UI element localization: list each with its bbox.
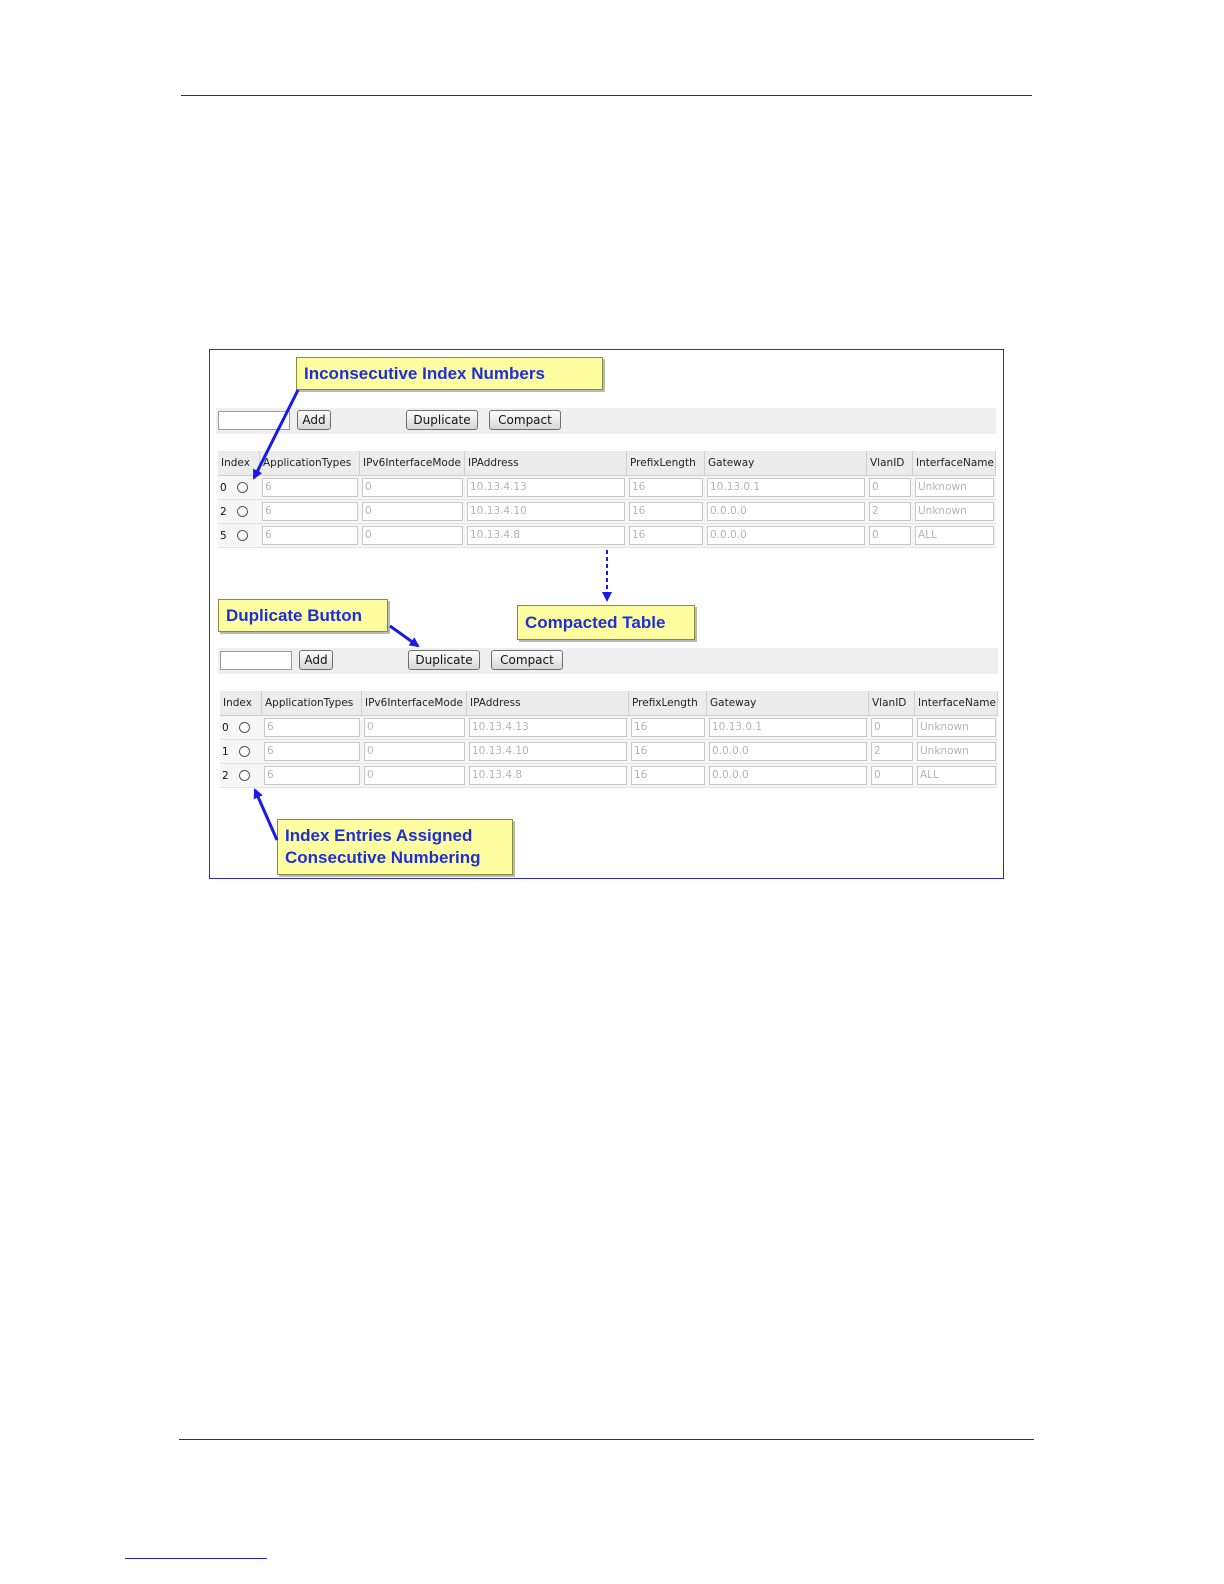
vlan-id-field[interactable]: 2 [869,502,911,521]
duplicate-button-top[interactable]: Duplicate [406,410,478,430]
arrow-to-index-column [254,390,298,478]
callout-line-1: Index Entries Assigned [285,826,473,845]
col-gateway: Gateway [705,451,867,476]
add-button-top[interactable]: Add [297,410,331,430]
compact-button-top[interactable]: Compact [489,410,561,430]
vlan-id-field[interactable]: 0 [871,718,913,737]
callout-compacted-table: Compacted Table [517,605,695,640]
gateway-field[interactable]: 0.0.0.0 [709,766,867,785]
prefix-length-field[interactable]: 16 [629,526,703,545]
ip-address-field[interactable]: 10.13.4.10 [467,502,625,521]
ip-address-field[interactable]: 10.13.4.8 [469,766,627,785]
arrow-to-duplicate-button [390,626,418,646]
ipv6-mode-field[interactable]: 0 [364,766,465,785]
arrow-to-compacted-index [255,790,277,840]
ipv6-mode-field[interactable]: 0 [362,502,463,521]
ipv6-mode-field[interactable]: 0 [364,742,465,761]
col-gateway: Gateway [707,691,869,716]
add-button-bottom[interactable]: Add [299,650,333,670]
interface-name-field[interactable]: Unknown [917,718,996,737]
footnote-rule [125,1558,267,1559]
interface-name-field[interactable]: Unknown [915,478,994,497]
compact-button-bottom[interactable]: Compact [491,650,563,670]
application-types-field[interactable]: 6 [264,766,360,785]
ip-address-field[interactable]: 10.13.4.8 [467,526,625,545]
application-types-field[interactable]: 6 [262,526,358,545]
vlan-id-field[interactable]: 0 [869,526,911,545]
callout-duplicate-button: Duplicate Button [218,599,388,632]
prefix-length-field[interactable]: 16 [631,742,705,761]
ipv6-mode-field[interactable]: 0 [364,718,465,737]
col-ip-address: IPAddress [467,691,629,716]
interface-name-field[interactable]: Unknown [917,742,996,761]
col-interface-name: InterfaceName [913,451,996,476]
screenshot-figure [209,349,1004,879]
row-index: 2 [220,505,227,518]
col-interface-name: InterfaceName [915,691,998,716]
ip-address-field[interactable]: 10.13.4.13 [469,718,627,737]
row-index: 1 [222,745,229,758]
col-index: Index [218,451,260,476]
ipv6-mode-field[interactable]: 0 [362,526,463,545]
gateway-field[interactable]: 0.0.0.0 [707,526,865,545]
vlan-id-field[interactable]: 0 [871,766,913,785]
gateway-field[interactable]: 10.13.0.1 [707,478,865,497]
callout-inconsecutive-index: Inconsecutive Index Numbers [296,357,603,390]
prefix-length-field[interactable]: 16 [629,478,703,497]
gateway-field[interactable]: 0.0.0.0 [709,742,867,761]
application-types-field[interactable]: 6 [264,718,360,737]
duplicate-button-bottom[interactable]: Duplicate [408,650,480,670]
application-types-field[interactable]: 6 [264,742,360,761]
col-vlan-id: VlanID [867,451,913,476]
annotation-arrows [210,350,1005,880]
interface-name-field[interactable]: ALL [915,526,994,545]
gateway-field[interactable]: 10.13.0.1 [709,718,867,737]
row-index: 5 [220,529,227,542]
callout-line-2: Consecutive Numbering [285,848,481,867]
application-types-field[interactable]: 6 [262,502,358,521]
col-application-types: ApplicationTypes [262,691,362,716]
col-vlan-id: VlanID [869,691,915,716]
col-application-types: ApplicationTypes [260,451,360,476]
col-prefix-length: PrefixLength [629,691,707,716]
ip-address-field[interactable]: 10.13.4.10 [469,742,627,761]
interface-name-field[interactable]: Unknown [915,502,994,521]
col-ip-address: IPAddress [465,451,627,476]
vlan-id-field[interactable]: 2 [871,742,913,761]
col-index: Index [220,691,262,716]
row-index: 0 [222,721,229,734]
prefix-length-field[interactable]: 16 [631,718,705,737]
ipv6-mode-field[interactable]: 0 [362,478,463,497]
col-prefix-length: PrefixLength [627,451,705,476]
row-index: 2 [222,769,229,782]
col-ipv6-interface-mode: IPv6InterfaceMode [360,451,465,476]
header-rule [181,95,1032,96]
gateway-field[interactable]: 0.0.0.0 [707,502,865,521]
row-index: 0 [220,481,227,494]
vlan-id-field[interactable]: 0 [869,478,911,497]
prefix-length-field[interactable]: 16 [629,502,703,521]
prefix-length-field[interactable]: 16 [631,766,705,785]
ip-address-field[interactable]: 10.13.4.13 [467,478,625,497]
interface-name-field[interactable]: ALL [917,766,996,785]
footer-rule [179,1439,1034,1440]
col-ipv6-interface-mode: IPv6InterfaceMode [362,691,467,716]
application-types-field[interactable]: 6 [262,478,358,497]
